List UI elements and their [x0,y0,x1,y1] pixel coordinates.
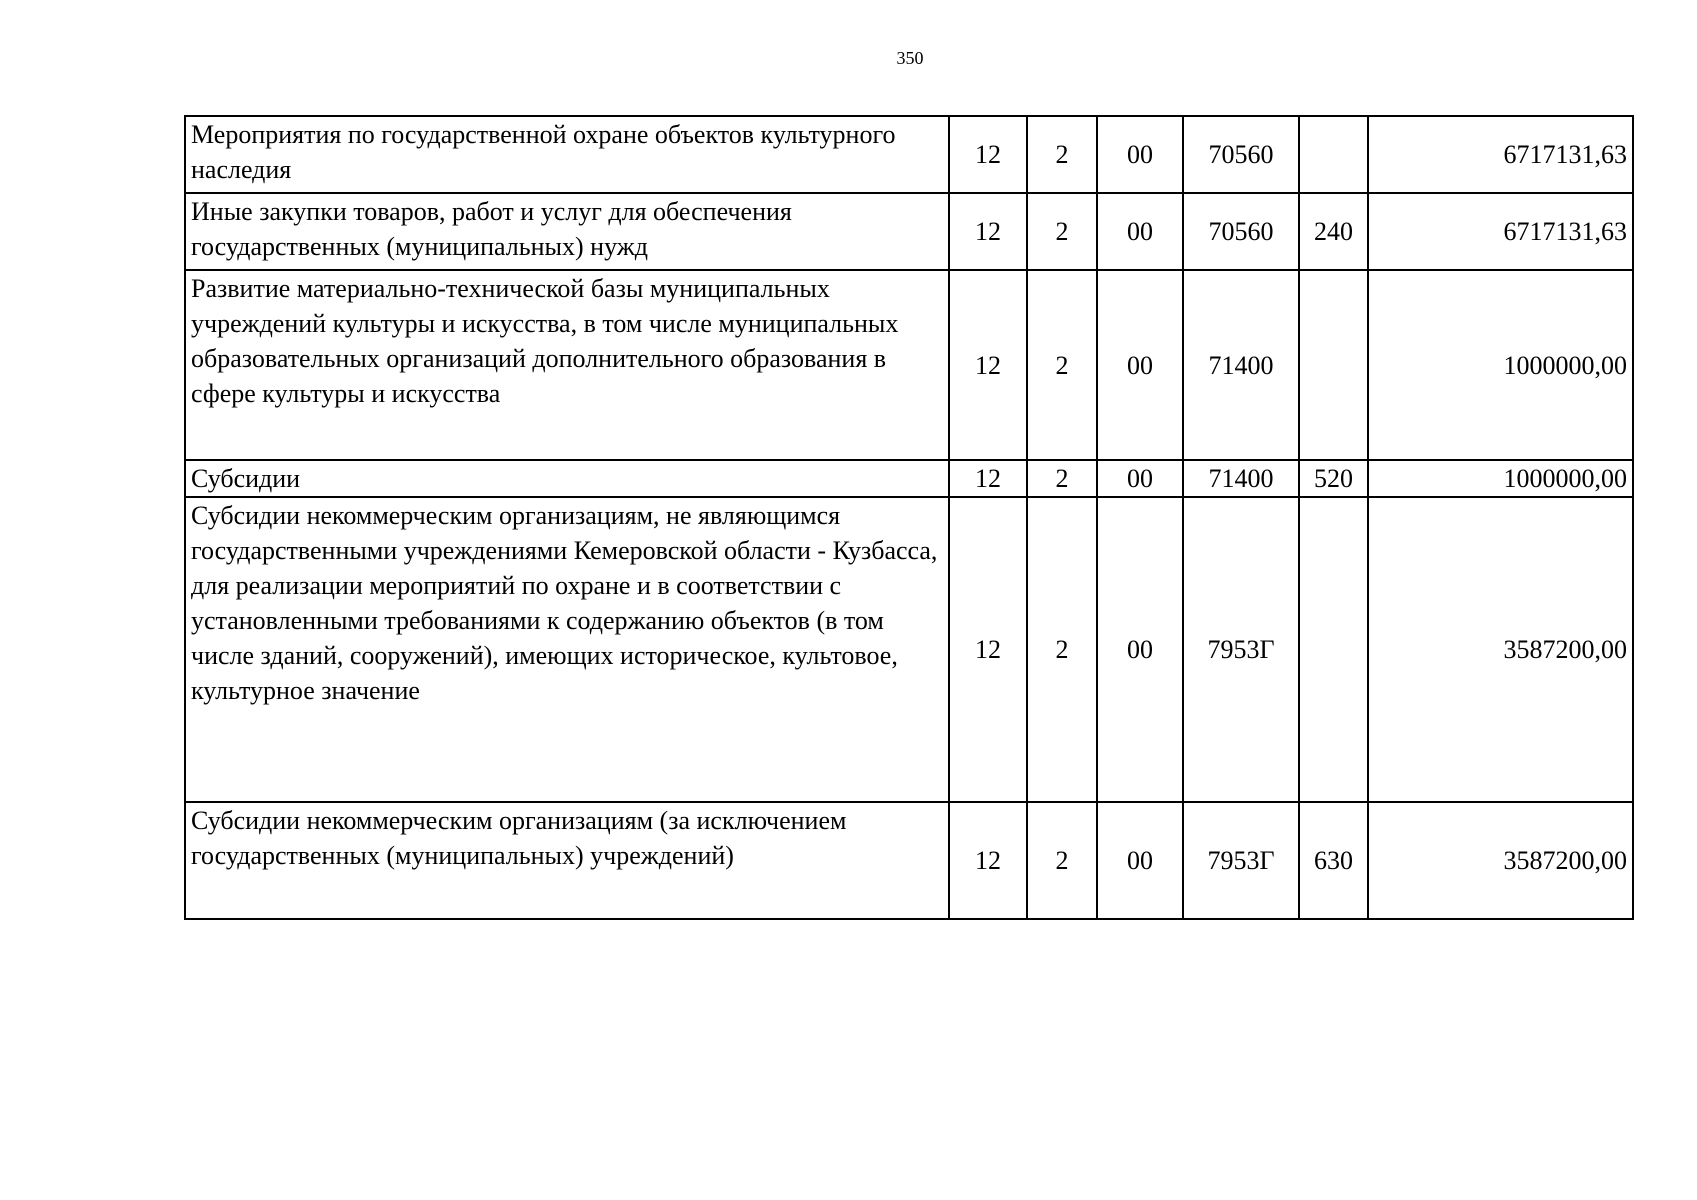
expense-type-code [1299,270,1368,460]
direction-code: 7953Г [1183,497,1299,802]
expense-type-code: 520 [1299,460,1368,497]
direction-code: 71400 [1183,270,1299,460]
table-row [185,193,1633,270]
amount: 6717131,63 [1368,116,1633,193]
program-code: 2 [1027,802,1097,919]
expense-type-code [1299,116,1368,193]
subprogram-code: 00 [1097,497,1183,802]
section-code: 12 [949,116,1027,193]
program-code: 2 [1027,270,1097,460]
direction-code: 70560 [1183,116,1299,193]
row-description: Субсидии некоммерческим организациям (за исключением государственных (муниципальных) учреждений) [185,802,949,919]
row-description: Развитие материально-технической базы муниципальных учреждений культуры и искусства, в том числе муниципальных образовательных организаций дополнительного образования в сфере культуры и искусства [185,270,949,460]
program-code: 2 [1027,460,1097,497]
expense-type-code [1299,497,1368,802]
row-description: Субсидии некоммерческим организациям, не являющимся государственными учреждениями Кемеровской области - Кузбасса, для реализации мероприятий по охране и в соответствии с установленными требованиями к содержанию объектов (в том числе зданий, сооружений), имеющих историческое, культовое, культурное значение [185,497,949,802]
amount: 6717131,63 [1368,193,1633,270]
subprogram-code: 00 [1097,193,1183,270]
program-code: 2 [1027,497,1097,802]
subprogram-code: 00 [1097,460,1183,497]
subprogram-code: 00 [1097,270,1183,460]
section-code: 12 [949,193,1027,270]
amount: 1000000,00 [1368,270,1633,460]
subprogram-code: 00 [1097,802,1183,919]
amount: 3587200,00 [1368,802,1633,919]
row-description: Мероприятия по государственной охране объектов культурного наследия [185,116,949,193]
expense-type-code: 630 [1299,802,1368,919]
row-description: Субсидии [185,460,949,497]
table-row [185,270,1633,460]
subprogram-code: 00 [1097,116,1183,193]
page-number: 350 [896,48,924,68]
section-code: 12 [949,460,1027,497]
table-row [185,460,1633,497]
table-row [185,497,1633,802]
budget-table [184,115,1634,920]
section-code: 12 [949,802,1027,919]
amount: 3587200,00 [1368,497,1633,802]
direction-code: 70560 [1183,193,1299,270]
direction-code: 71400 [1183,460,1299,497]
expense-type-code: 240 [1299,193,1368,270]
program-code: 2 [1027,116,1097,193]
direction-code: 7953Г [1183,802,1299,919]
section-code: 12 [949,270,1027,460]
section-code: 12 [949,497,1027,802]
table-row [185,116,1633,193]
row-description: Иные закупки товаров, работ и услуг для обеспечения государственных (муниципальных) нужд [185,193,949,270]
table-row [185,802,1633,919]
program-code: 2 [1027,193,1097,270]
amount: 1000000,00 [1368,460,1633,497]
